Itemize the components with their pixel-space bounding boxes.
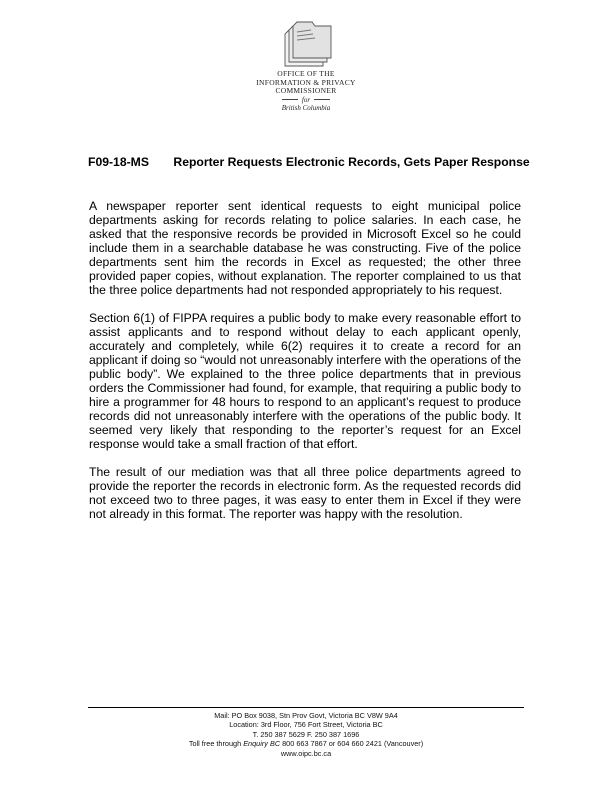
footer-phone: T. 250 387 5629 F. 250 387 1696: [252, 729, 360, 739]
footer-divider: [88, 707, 524, 708]
tollfree-prefix: Toll free through: [188, 739, 244, 749]
office-name-line1: OFFICE OF THE: [277, 69, 335, 78]
footer-tollfree: [88, 739, 524, 748]
footer-mail: Mail: PO Box 9038, Stn Prov Govt, Victoria BC V8W 9A4: [214, 711, 398, 720]
office-name-line3: COMMISSIONER: [275, 86, 337, 95]
footer-location: Location: 3rd Floor, 756 Fort Street, Victoria BC: [229, 720, 383, 730]
divider-rule: [282, 99, 298, 100]
tollfree-service: Enquiry BC: [243, 739, 281, 749]
office-region: British Columbia: [281, 103, 331, 112]
paragraph-3: The result of our mediation was that all three police departments agreed to provide the reporter the records in electronic form. As the requested records did not exceed two to three pages, it was easy to enter them in Excel if they were not already in this format. The reporter was happy with the resolution.: [89, 465, 521, 521]
folder-stack-logo-icon: [277, 20, 335, 70]
document-body: [89, 199, 521, 535]
document-heading: [88, 155, 528, 169]
footer-website-link[interactable]: www.oipc.bc.ca: [280, 748, 332, 758]
document-title: Reporter Requests Electronic Records, Gets Paper Response: [173, 155, 530, 169]
footer-contact: [88, 711, 524, 792]
file-number: F09-18-MS: [88, 155, 149, 169]
divider-rule: [314, 99, 330, 100]
office-for-text: for: [301, 95, 311, 104]
office-name-line2: INFORMATION & PRIVACY: [256, 77, 356, 87]
letterhead: [0, 20, 612, 112]
paragraph-2: Section 6(1) of FIPPA requires a public body to make every reasonable effort to assist applicants and to respond without delay to each applicant openly, accurately and completely, while 6(2) requires it to create a record for an applicant if doing so “would not unreasonably interfere with the operations of the public body”. We explained to the three police departments that in previous orders the Commissioner had found, for example, that requiring a public body to hire a programmer for 48 hours to respond to an applicant’s request to produce records did not unreasonably interfere with the operations of the public body. It seemed very likely that responding to the reporter’s request for an Excel response would take a small fraction of that effort.: [89, 311, 521, 451]
paragraph-1: A newspaper reporter sent identical requests to eight municipal police departments asking for records relating to police salaries. In each case, he asked that the responsive records be provided in Microsoft Excel so he could include them in a searchable database he was constructing. Five of the police departments sent him the records in Excel as requested; the other three provided paper copies, without explanation. The reporter complained to us that the three police departments had not responded appropriately to his request.: [89, 199, 521, 297]
tollfree-suffix: 800 663 7867 or 604 660 2421 (Vancouver): [280, 739, 424, 749]
office-for-line: [0, 96, 612, 104]
